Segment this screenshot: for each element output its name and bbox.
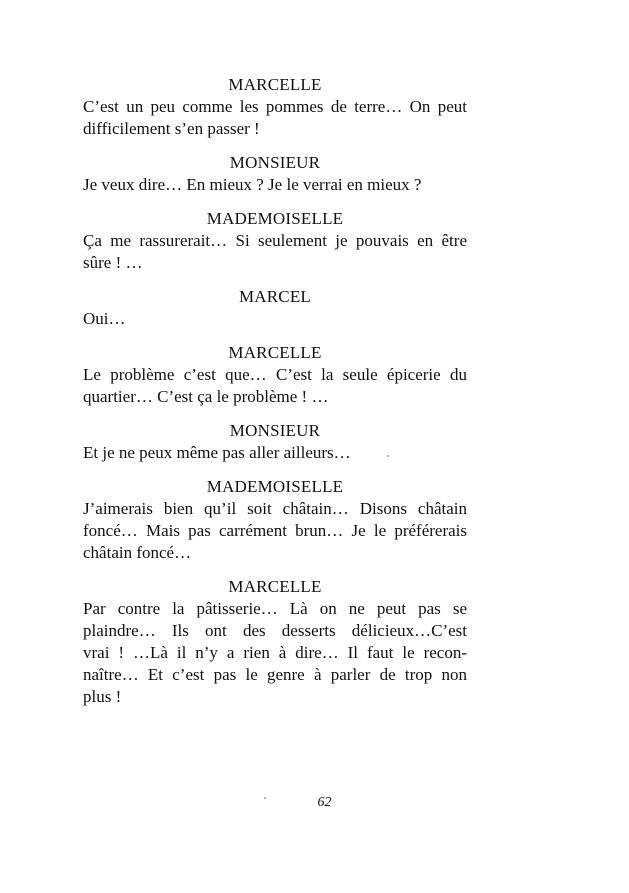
speaker-name: MADEMOISELLE [206, 209, 344, 228]
dialogue-line: C’est un peu comme les pommes de terre… On peut [83, 97, 467, 116]
dialogue-block [83, 476, 467, 564]
speaker-name: MADEMOISELLE [206, 477, 344, 496]
dialogue-line: difficilement s’en passer ! [83, 119, 260, 138]
dialogue-line: Et je ne peux même pas aller ailleurs… [83, 443, 351, 462]
dialogue-line: Le problème c’est que… C’est la seule épicerie du [83, 365, 467, 384]
dialogue-block [83, 342, 467, 408]
dialogue-block [83, 420, 467, 464]
dialogue-line: vrai ! …Là il n’y a rien à dire… Il faut le recon- [83, 643, 467, 662]
dialogue-line: sûre ! … [83, 253, 143, 272]
dialogue-block [83, 576, 467, 708]
dialogue-line: châtain foncé… [83, 543, 192, 562]
dialogue-block [83, 152, 467, 196]
scan-speck [387, 455, 389, 457]
dialogue-line: Ça me rassurerait… Si seulement je pouvais en être [83, 231, 467, 250]
dialogue-line: Oui… [83, 309, 126, 328]
page-number: 62 [317, 795, 332, 810]
dialogue-line: plus ! [83, 687, 122, 706]
speaker-name: MARCELLE [228, 343, 322, 362]
speaker-name: MARCELLE [228, 577, 322, 596]
speaker-name: MARCELLE [228, 75, 322, 94]
dialogue-block [83, 208, 467, 274]
speaker-name: MONSIEUR [229, 153, 321, 172]
speaker-name: MARCEL [238, 287, 312, 306]
dialogue-line: Je veux dire… En mieux ? Je le verrai en mieux ? [83, 175, 422, 194]
dialogue-block [83, 74, 467, 140]
script-page [83, 74, 467, 720]
dialogue-block [83, 286, 467, 330]
dialogue-line: quartier… C’est ça le problème ! … [83, 387, 329, 406]
dialogue-line: foncé… Mais pas carrément brun… Je le préférerais [83, 521, 467, 540]
dialogue-line: Par contre la pâtisserie… Là on ne peut pas se [83, 599, 467, 618]
dialogue-line: naître… Et c’est pas le genre à parler de trop non [83, 665, 467, 684]
dialogue-line: J’aimerais bien qu’il soit châtain… Disons châtain [83, 499, 467, 518]
dialogue-line: plaindre… Ils ont des desserts délicieux…C’est [83, 621, 467, 640]
speaker-name: MONSIEUR [229, 421, 321, 440]
